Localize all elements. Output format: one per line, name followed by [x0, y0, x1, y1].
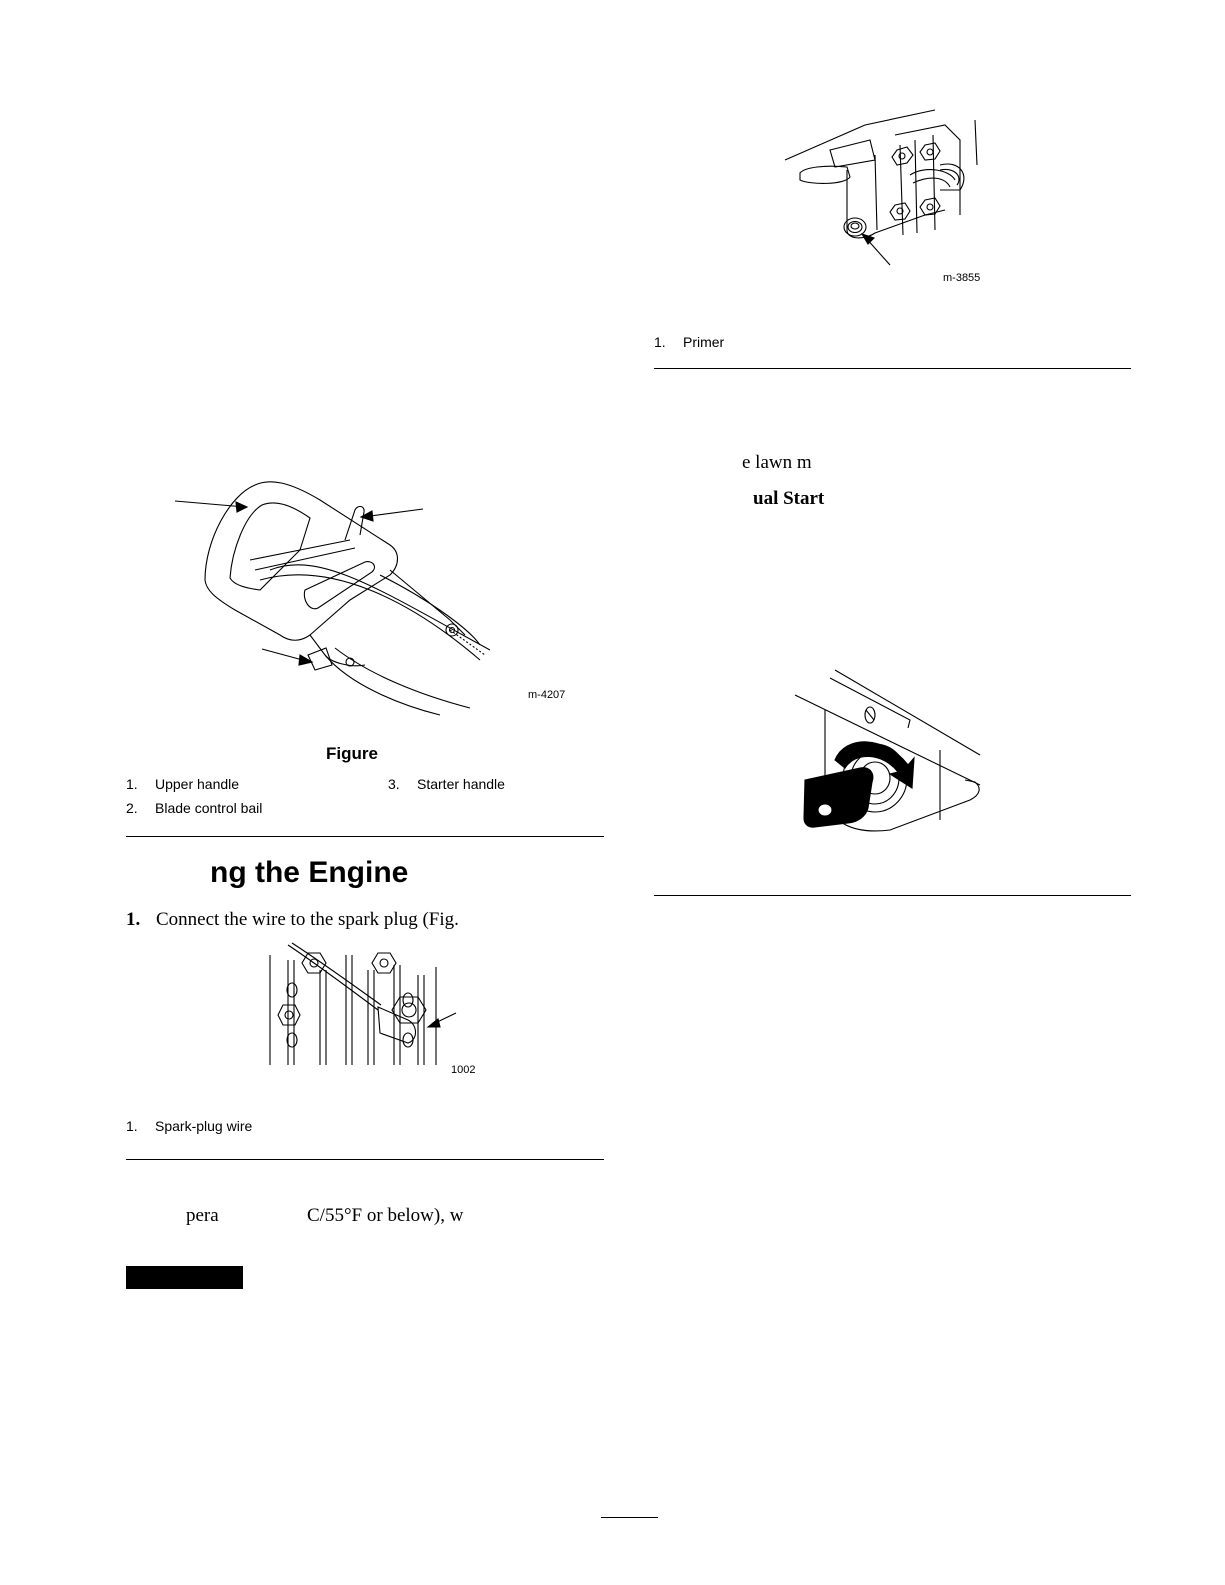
warning-label-bar	[126, 1266, 243, 1289]
callout-number: 2.	[126, 800, 138, 816]
spark-plug-illustration	[268, 945, 468, 1070]
page-number-rule	[601, 1517, 658, 1518]
callout-spark-plug-wire: Spark-plug wire	[155, 1118, 253, 1134]
callout-number: 3.	[388, 776, 400, 792]
figure-divider	[126, 1159, 604, 1160]
subsection-heading-fragment: ual Start	[753, 488, 825, 509]
figure-id: m-3855	[943, 272, 981, 284]
ignition-key-illustration	[790, 670, 990, 845]
callout-upper-handle: Upper handle	[155, 776, 240, 792]
callout-blade-control-bail: Blade control bail	[155, 800, 263, 816]
callout-number: 1.	[126, 776, 138, 792]
callout-primer: Primer	[683, 334, 725, 350]
body-fragment: C/55°F or below), w	[307, 1205, 464, 1226]
callout-number: 1.	[126, 1118, 138, 1134]
figure-caption-title: Figure	[326, 744, 378, 763]
callout-number: 1.	[654, 334, 666, 350]
primer-illustration	[785, 105, 990, 275]
step-text: Connect the wire to the spark plug (Fig.	[156, 909, 459, 930]
figure-divider	[654, 368, 1131, 369]
figure-divider	[654, 895, 1131, 896]
figure-id: 1002	[451, 1064, 476, 1076]
section-heading: ng the Engine	[210, 856, 409, 889]
handle-illustration	[150, 470, 590, 720]
figure-id: m-4207	[528, 689, 566, 701]
callout-starter-handle: Starter handle	[417, 776, 505, 792]
body-fragment: pera	[186, 1205, 219, 1226]
figure-divider	[126, 836, 604, 837]
step-number: 1.	[126, 909, 141, 930]
body-fragment: e lawn m	[742, 452, 812, 473]
